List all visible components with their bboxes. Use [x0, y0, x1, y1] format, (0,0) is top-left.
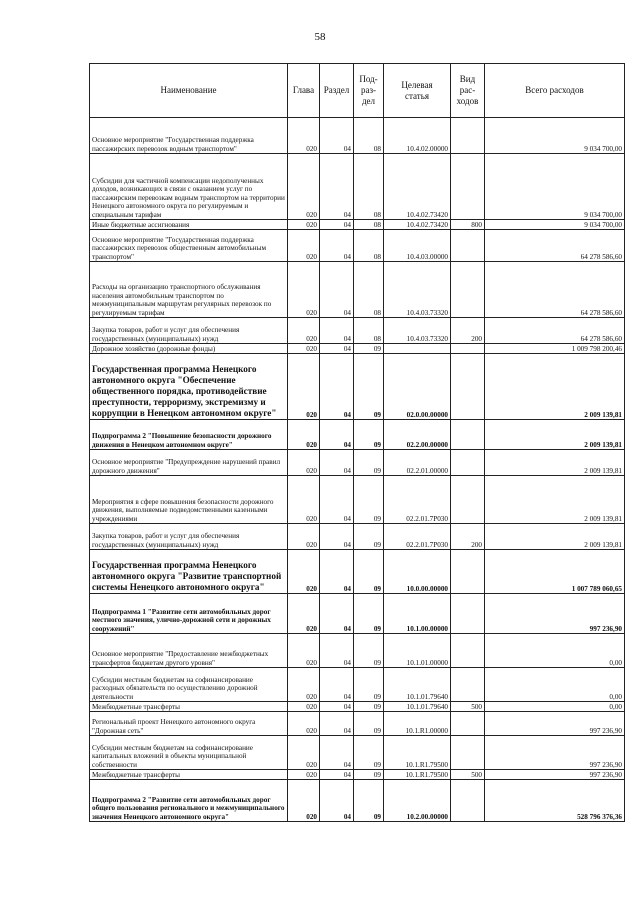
table-row	[90, 220, 625, 230]
page-number: 58	[314, 31, 326, 43]
table-row	[90, 476, 625, 524]
cell-chapter: 020	[288, 118, 320, 154]
cell-name: Субсидии для частичной компенсации недополученных доходов, возникающих в связи с оказанием услуг по пассажирским перевозкам водным транспортом на территории Ненецкого автономного округа по регулируемым и специальным тарифам	[90, 154, 288, 220]
budget-table	[89, 63, 625, 822]
cell-subsection: 09	[354, 770, 384, 780]
cell-total: 528 796 376,36	[485, 780, 625, 822]
cell-name: Основное мероприятие "Государственная поддержка пассажирских перевозок водным транспортом"	[90, 118, 288, 154]
cell-target	[384, 344, 451, 354]
cell-target: 02.2.01.7Р030	[384, 476, 451, 524]
cell-name: Подпрограмма 1 "Развитие сети автомобильных дорог местного значения, улично-дорожной сети и дорожных сооружений"	[90, 594, 288, 634]
cell-name: Дорожное хозяйство (дорожные фонды)	[90, 344, 288, 354]
cell-name: Субсидии местным бюджетам на софинансирование расходных обязательств по осуществлению дорожной деятельности	[90, 668, 288, 702]
cell-chapter: 020	[288, 634, 320, 668]
cell-section: 04	[320, 220, 354, 230]
cell-section: 04	[320, 118, 354, 154]
cell-total: 0,00	[485, 634, 625, 668]
cell-subsection: 09	[354, 634, 384, 668]
header-subsection: Под- раз- дел	[354, 64, 384, 118]
cell-total: 2 009 139,81	[485, 420, 625, 450]
cell-total: 64 278 586,60	[485, 318, 625, 344]
cell-section: 04	[320, 420, 354, 450]
cell-target: 10.4.02.00000	[384, 118, 451, 154]
cell-subsection: 09	[354, 702, 384, 712]
cell-section: 04	[320, 668, 354, 702]
cell-total: 0,00	[485, 702, 625, 712]
cell-subsection: 09	[354, 450, 384, 476]
table-row	[90, 354, 625, 420]
cell-kind	[451, 262, 485, 318]
table-row	[90, 594, 625, 634]
cell-section: 04	[320, 262, 354, 318]
cell-section: 04	[320, 702, 354, 712]
cell-chapter: 020	[288, 476, 320, 524]
cell-subsection: 09	[354, 780, 384, 822]
cell-subsection: 08	[354, 154, 384, 220]
cell-name: Основное мероприятие "Предупреждение нарушений правил дорожного движения"	[90, 450, 288, 476]
cell-target: 10.4.03.73320	[384, 318, 451, 344]
cell-total: 1 009 798 200,46	[485, 344, 625, 354]
cell-target: 02.2.01.00000	[384, 450, 451, 476]
cell-target: 10.1.01.79640	[384, 702, 451, 712]
cell-section: 04	[320, 230, 354, 262]
cell-kind	[451, 780, 485, 822]
cell-kind	[451, 634, 485, 668]
cell-name: Закупка товаров, работ и услуг для обеспечения государственных (муниципальных) нужд	[90, 524, 288, 550]
cell-kind	[451, 712, 485, 736]
cell-section: 04	[320, 450, 354, 476]
cell-kind: 500	[451, 770, 485, 780]
header-section: Раздел	[320, 64, 354, 118]
cell-chapter: 020	[288, 770, 320, 780]
cell-kind	[451, 736, 485, 770]
table-row	[90, 668, 625, 702]
cell-chapter: 020	[288, 780, 320, 822]
cell-name: Подпрограмма 2 "Развитие сети автомобильных дорог общего пользования регионального и межмуниципального значения Ненецкого автономного округа"	[90, 780, 288, 822]
cell-kind	[451, 450, 485, 476]
cell-name: Межбюджетные трансферты	[90, 770, 288, 780]
table-row	[90, 118, 625, 154]
cell-name: Межбюджетные трансферты	[90, 702, 288, 712]
table-row	[90, 450, 625, 476]
cell-kind	[451, 118, 485, 154]
cell-name: Подпрограмма 2 "Повышение безопасности дорожного движения в Ненецком автономном округе"	[90, 420, 288, 450]
cell-section: 04	[320, 594, 354, 634]
cell-chapter: 020	[288, 550, 320, 594]
header-name: Наименование	[90, 64, 288, 118]
cell-kind	[451, 344, 485, 354]
table-row	[90, 736, 625, 770]
cell-total: 997 236,90	[485, 736, 625, 770]
cell-chapter: 020	[288, 318, 320, 344]
cell-target: 10.1.R1.00000	[384, 712, 451, 736]
cell-section: 04	[320, 780, 354, 822]
cell-total: 1 007 789 060,65	[485, 550, 625, 594]
cell-kind	[451, 354, 485, 420]
table-row	[90, 318, 625, 344]
cell-kind	[451, 230, 485, 262]
cell-total: 9 034 700,00	[485, 154, 625, 220]
table-row	[90, 770, 625, 780]
cell-subsection: 09	[354, 712, 384, 736]
cell-chapter: 020	[288, 712, 320, 736]
cell-chapter: 020	[288, 668, 320, 702]
cell-kind	[451, 594, 485, 634]
cell-subsection: 08	[354, 118, 384, 154]
cell-name: Государственная программа Ненецкого автономного округа "Обеспечение общественного порядка, противодействие преступности, терроризму, экстремизму и коррупции в Ненецком автономном округе"	[90, 354, 288, 420]
cell-subsection: 09	[354, 668, 384, 702]
cell-chapter: 020	[288, 594, 320, 634]
cell-total: 2 009 139,81	[485, 524, 625, 550]
cell-target: 02.2.01.7Р030	[384, 524, 451, 550]
table-row	[90, 550, 625, 594]
cell-total: 997 236,90	[485, 770, 625, 780]
cell-target: 10.1.01.00000	[384, 634, 451, 668]
cell-chapter: 020	[288, 230, 320, 262]
cell-name: Региональный проект Ненецкого автономного округа "Дорожная сеть"	[90, 712, 288, 736]
cell-target: 10.1.R1.79500	[384, 770, 451, 780]
cell-subsection: 09	[354, 344, 384, 354]
cell-total: 0,00	[485, 668, 625, 702]
table-row	[90, 634, 625, 668]
header-kind: Вид рас- ходов	[451, 64, 485, 118]
cell-subsection: 09	[354, 354, 384, 420]
cell-subsection: 09	[354, 736, 384, 770]
header-chapter: Глава	[288, 64, 320, 118]
cell-chapter: 020	[288, 702, 320, 712]
cell-name: Закупка товаров, работ и услуг для обеспечения государственных (муниципальных) нужд	[90, 318, 288, 344]
cell-name: Расходы на организацию транспортного обслуживания населения автомобильным транспортом по межмуниципальным маршрутам регулярных перевозок по регулируемым тарифам	[90, 262, 288, 318]
cell-target: 10.2.00.00000	[384, 780, 451, 822]
cell-total: 997 236,90	[485, 594, 625, 634]
cell-kind	[451, 476, 485, 524]
cell-name: Иные бюджетные ассигнования	[90, 220, 288, 230]
cell-kind: 800	[451, 220, 485, 230]
cell-target: 10.1.R1.79500	[384, 736, 451, 770]
cell-chapter: 020	[288, 450, 320, 476]
table-row	[90, 524, 625, 550]
table-row	[90, 344, 625, 354]
cell-target: 10.4.03.00000	[384, 230, 451, 262]
cell-kind	[451, 420, 485, 450]
cell-subsection: 08	[354, 318, 384, 344]
cell-chapter: 020	[288, 524, 320, 550]
cell-section: 04	[320, 712, 354, 736]
cell-subsection: 09	[354, 420, 384, 450]
cell-target: 10.4.02.73420	[384, 220, 451, 230]
cell-total: 2 009 139,81	[485, 450, 625, 476]
header-total: Всего расходов	[485, 64, 625, 118]
cell-subsection: 09	[354, 550, 384, 594]
cell-name: Субсидии местным бюджетам на софинансирование капитальных вложений в объекты муниципальной собственности	[90, 736, 288, 770]
cell-kind	[451, 154, 485, 220]
cell-section: 04	[320, 344, 354, 354]
cell-kind: 200	[451, 318, 485, 344]
cell-section: 04	[320, 550, 354, 594]
cell-kind	[451, 550, 485, 594]
cell-target: 10.1.00.00000	[384, 594, 451, 634]
cell-total: 9 034 700,00	[485, 118, 625, 154]
cell-target: 10.0.00.00000	[384, 550, 451, 594]
cell-kind: 500	[451, 702, 485, 712]
cell-subsection: 08	[354, 220, 384, 230]
cell-chapter: 020	[288, 262, 320, 318]
cell-total: 2 009 139,81	[485, 354, 625, 420]
cell-subsection: 09	[354, 476, 384, 524]
cell-chapter: 020	[288, 344, 320, 354]
cell-name: Основное мероприятие "Предоставление межбюджетных трансфертов бюджетам другого уровня"	[90, 634, 288, 668]
cell-name: Мероприятия в сфере повышения безопасности дорожного движения, выполняемые подведомственными казенными учреждениями	[90, 476, 288, 524]
cell-section: 04	[320, 476, 354, 524]
cell-subsection: 09	[354, 524, 384, 550]
cell-total: 9 034 700,00	[485, 220, 625, 230]
cell-total: 2 009 139,81	[485, 476, 625, 524]
cell-target: 10.1.01.79640	[384, 668, 451, 702]
table-row	[90, 230, 625, 262]
cell-total: 64 278 586,60	[485, 262, 625, 318]
cell-subsection: 09	[354, 594, 384, 634]
cell-target: 02.0.00.00000	[384, 354, 451, 420]
cell-target: 10.4.03.73320	[384, 262, 451, 318]
cell-section: 04	[320, 318, 354, 344]
cell-name: Основное мероприятие "Государственная поддержка пассажирских перевозок общественным автомобильным транспортом"	[90, 230, 288, 262]
cell-kind: 200	[451, 524, 485, 550]
cell-subsection: 08	[354, 230, 384, 262]
table-row	[90, 420, 625, 450]
cell-chapter: 020	[288, 220, 320, 230]
cell-total: 64 278 586,60	[485, 230, 625, 262]
cell-kind	[451, 668, 485, 702]
cell-subsection: 08	[354, 262, 384, 318]
cell-chapter: 020	[288, 154, 320, 220]
cell-section: 04	[320, 154, 354, 220]
cell-target: 02.2.00.00000	[384, 420, 451, 450]
table-row	[90, 262, 625, 318]
cell-section: 04	[320, 770, 354, 780]
cell-total: 997 236,90	[485, 712, 625, 736]
cell-chapter: 020	[288, 354, 320, 420]
cell-section: 04	[320, 524, 354, 550]
cell-section: 04	[320, 354, 354, 420]
table-header	[90, 64, 625, 118]
cell-name: Государственная программа Ненецкого автономного округа "Развитие транспортной системы Ненецкого автономного округа"	[90, 550, 288, 594]
cell-target: 10.4.02.73420	[384, 154, 451, 220]
table-row	[90, 780, 625, 822]
table-row	[90, 712, 625, 736]
header-target: Целевая статья	[384, 64, 451, 118]
cell-chapter: 020	[288, 420, 320, 450]
cell-chapter: 020	[288, 736, 320, 770]
table-row	[90, 702, 625, 712]
table-row	[90, 154, 625, 220]
cell-section: 04	[320, 736, 354, 770]
cell-section: 04	[320, 634, 354, 668]
